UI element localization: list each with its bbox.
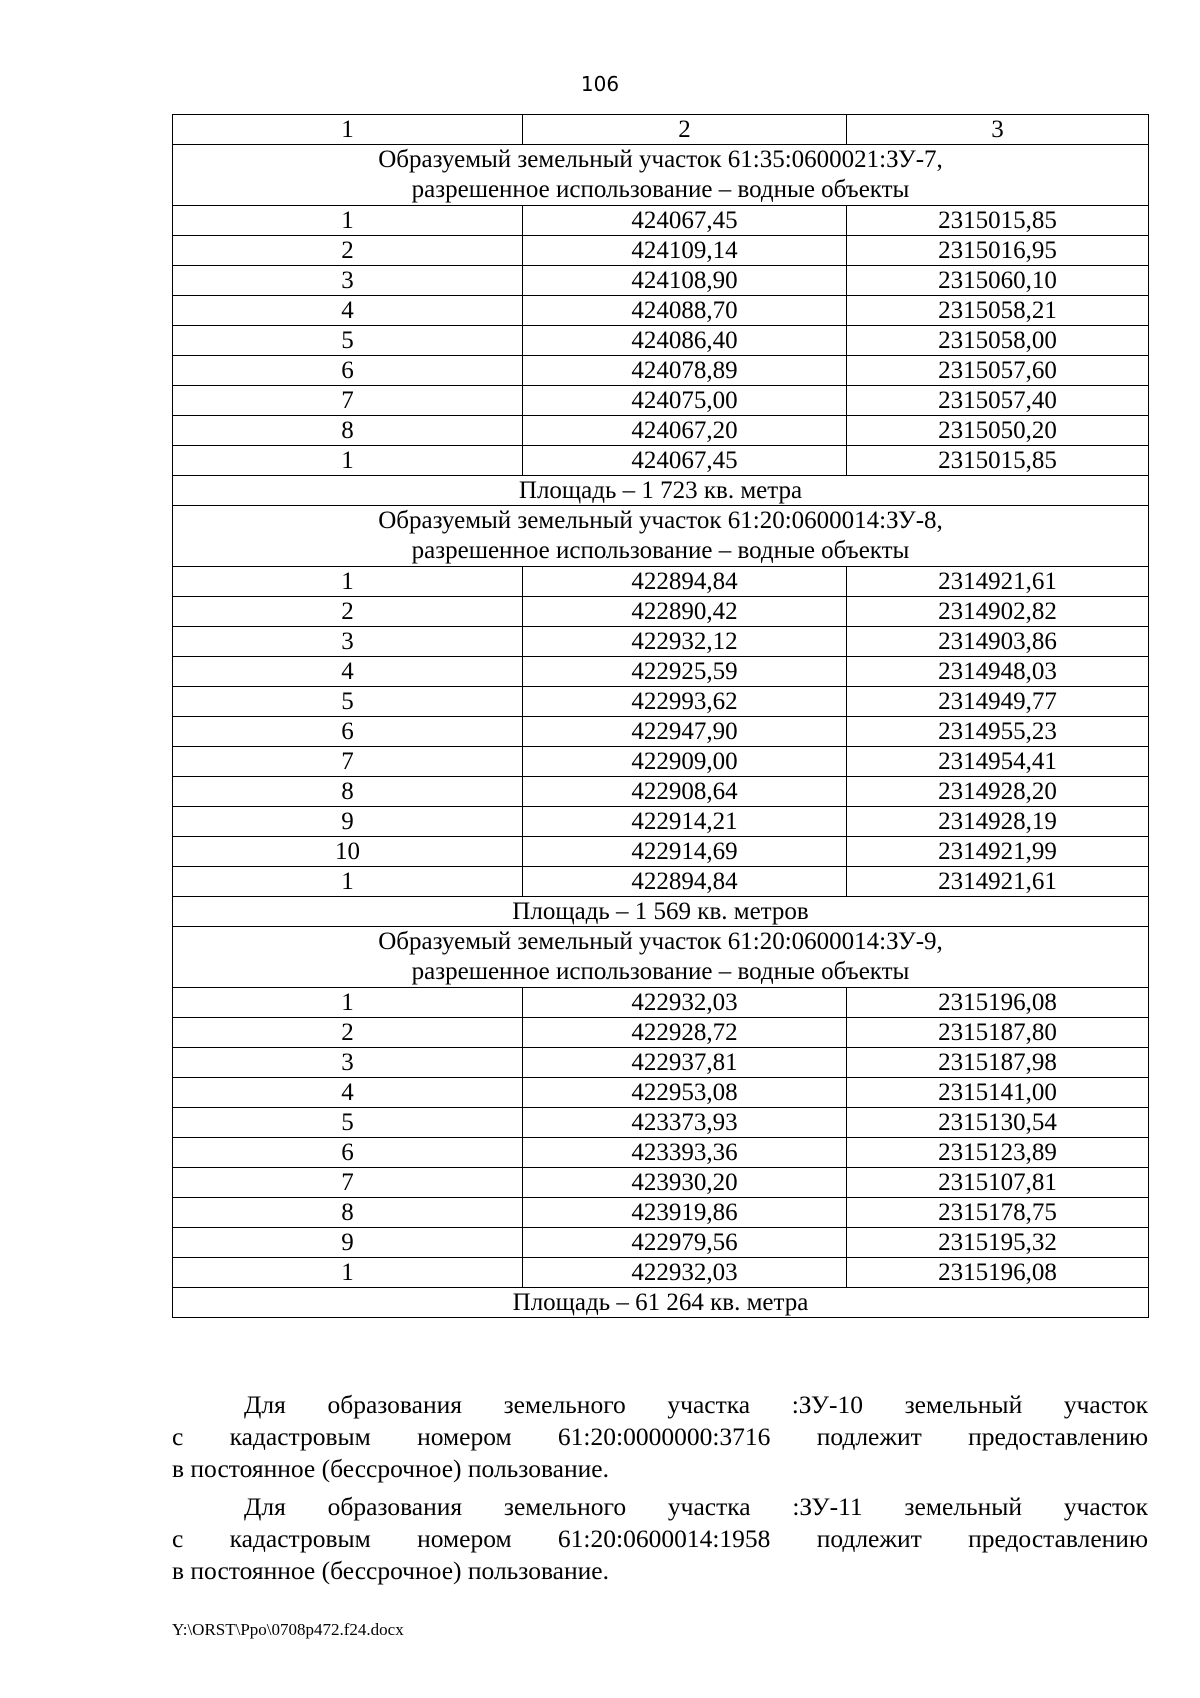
x-coordinate-cell: 422947,90: [523, 717, 847, 747]
y-coordinate-cell: 2315123,89: [847, 1138, 1149, 1168]
section-title: [173, 927, 1149, 988]
point-number-cell: 4: [173, 296, 523, 326]
y-coordinate-cell: 2314928,20: [847, 777, 1149, 807]
paragraph-zu-10: [172, 1389, 1148, 1485]
table-row: [173, 206, 1149, 236]
section-title-line2: разрешенное использование – водные объекты: [411, 537, 910, 564]
x-coordinate-cell: 422909,00: [523, 747, 847, 777]
footer-file-path: Y:\ORST\Ppo\0708p472.f24.docx: [172, 1620, 404, 1639]
x-coordinate-cell: 424067,45: [523, 446, 847, 476]
point-number-cell: 8: [173, 777, 523, 807]
y-coordinate-cell: 2314949,77: [847, 687, 1149, 717]
table-row: [173, 266, 1149, 296]
point-number-cell: 1: [173, 867, 523, 897]
point-number-cell: 4: [173, 1078, 523, 1108]
area-cell: Площадь – 1 569 кв. метров: [173, 897, 1149, 927]
y-coordinate-cell: 2315196,08: [847, 988, 1149, 1018]
x-coordinate-cell: 422937,81: [523, 1048, 847, 1078]
x-coordinate-cell: 424088,70: [523, 296, 847, 326]
y-coordinate-cell: 2315196,08: [847, 1258, 1149, 1288]
x-coordinate-cell: 422932,03: [523, 988, 847, 1018]
table-row: [173, 657, 1149, 687]
y-coordinate-cell: 2315058,21: [847, 296, 1149, 326]
x-coordinate-cell: 424109,14: [523, 236, 847, 266]
x-coordinate-cell: 423919,86: [523, 1198, 847, 1228]
section-title-row: [173, 927, 1149, 988]
point-number-cell: 3: [173, 266, 523, 296]
point-number-cell: 2: [173, 1018, 523, 1048]
x-coordinate-cell: 424067,20: [523, 416, 847, 446]
paragraph-line: [172, 1389, 1148, 1421]
point-number-cell: 1: [173, 567, 523, 597]
table-row: [173, 326, 1149, 356]
table-row: [173, 1138, 1149, 1168]
table-row: [173, 837, 1149, 867]
table-header-row: [173, 115, 1149, 145]
y-coordinate-cell: 2315141,00: [847, 1078, 1149, 1108]
table-row: [173, 386, 1149, 416]
paragraph-line-text: Для образования земельного участка :ЗУ-11 земельный участок: [244, 1492, 1148, 1521]
y-coordinate-cell: 2315015,85: [847, 206, 1149, 236]
coordinates-table: [172, 114, 1149, 1318]
table-row: [173, 1108, 1149, 1138]
point-number-cell: 7: [173, 386, 523, 416]
paragraph-line: в постоянное (бессрочное) пользование.: [172, 1556, 609, 1585]
y-coordinate-cell: 2315195,32: [847, 1228, 1149, 1258]
x-coordinate-cell: 423393,36: [523, 1138, 847, 1168]
paragraph-line: [172, 1491, 1148, 1523]
table-row: [173, 296, 1149, 326]
point-number-cell: 8: [173, 1198, 523, 1228]
point-number-cell: 9: [173, 1228, 523, 1258]
x-coordinate-cell: 422932,12: [523, 627, 847, 657]
point-number-cell: 2: [173, 597, 523, 627]
x-coordinate-cell: 422908,64: [523, 777, 847, 807]
x-coordinate-cell: 424086,40: [523, 326, 847, 356]
point-number-cell: 1: [173, 446, 523, 476]
point-number-cell: 5: [173, 687, 523, 717]
y-coordinate-cell: 2315058,00: [847, 326, 1149, 356]
table-row: [173, 988, 1149, 1018]
point-number-cell: 1: [173, 1258, 523, 1288]
section-title-row: [173, 145, 1149, 206]
x-coordinate-cell: 422894,84: [523, 867, 847, 897]
table-row: [173, 777, 1149, 807]
table-row: [173, 236, 1149, 266]
x-coordinate-cell: 424108,90: [523, 266, 847, 296]
x-coordinate-cell: 422993,62: [523, 687, 847, 717]
y-coordinate-cell: 2314903,86: [847, 627, 1149, 657]
paragraph-line: с кадастровым номером 61:20:0000000:3716 подлежит предоставлению: [172, 1422, 1148, 1451]
section-title-row: [173, 506, 1149, 567]
x-coordinate-cell: 424075,00: [523, 386, 847, 416]
area-cell: Площадь – 1 723 кв. метра: [173, 476, 1149, 506]
paragraph-line: в постоянное (бессрочное) пользование.: [172, 1454, 609, 1483]
paragraph-line: с кадастровым номером 61:20:0600014:1958 подлежит предоставлению: [172, 1524, 1148, 1553]
x-coordinate-cell: 423373,93: [523, 1108, 847, 1138]
x-coordinate-cell: 422894,84: [523, 567, 847, 597]
table-row: [173, 1228, 1149, 1258]
x-coordinate-cell: 424078,89: [523, 356, 847, 386]
section-title-line2: разрешенное использование – водные объекты: [411, 176, 910, 203]
point-number-cell: 2: [173, 236, 523, 266]
table-row: [173, 867, 1149, 897]
y-coordinate-cell: 2314954,41: [847, 747, 1149, 777]
point-number-cell: 6: [173, 1138, 523, 1168]
point-number-cell: 1: [173, 206, 523, 236]
table-row: [173, 1078, 1149, 1108]
section-title-line2: разрешенное использование – водные объекты: [411, 958, 910, 985]
table-row: [173, 1258, 1149, 1288]
y-coordinate-cell: 2315057,40: [847, 386, 1149, 416]
y-coordinate-cell: 2315050,20: [847, 416, 1149, 446]
x-coordinate-cell: 422914,21: [523, 807, 847, 837]
y-coordinate-cell: 2315057,60: [847, 356, 1149, 386]
point-number-cell: 6: [173, 717, 523, 747]
x-coordinate-cell: 422932,03: [523, 1258, 847, 1288]
paragraph-zu-11: [172, 1491, 1148, 1587]
y-coordinate-cell: 2315187,98: [847, 1048, 1149, 1078]
point-number-cell: 3: [173, 1048, 523, 1078]
page-number: 106: [580, 72, 620, 96]
point-number-cell: 7: [173, 1168, 523, 1198]
table-row: [173, 627, 1149, 657]
table-row: [173, 717, 1149, 747]
x-coordinate-cell: 422953,08: [523, 1078, 847, 1108]
x-coordinate-cell: 422928,72: [523, 1018, 847, 1048]
table-row: [173, 356, 1149, 386]
area-cell: Площадь – 61 264 кв. метра: [173, 1288, 1149, 1318]
x-coordinate-cell: 422914,69: [523, 837, 847, 867]
y-coordinate-cell: 2314928,19: [847, 807, 1149, 837]
section-title-line1: Образуемый земельный участок 61:20:0600014:ЗУ-9,: [378, 928, 943, 955]
x-coordinate-cell: 422925,59: [523, 657, 847, 687]
table-row: [173, 416, 1149, 446]
area-row: [173, 476, 1149, 506]
section-title: [173, 145, 1149, 206]
y-coordinate-cell: 2315107,81: [847, 1168, 1149, 1198]
y-coordinate-cell: 2315016,95: [847, 236, 1149, 266]
y-coordinate-cell: 2314948,03: [847, 657, 1149, 687]
table-row: [173, 747, 1149, 777]
y-coordinate-cell: 2314921,61: [847, 867, 1149, 897]
point-number-cell: 1: [173, 988, 523, 1018]
coordinates-table-body: [173, 115, 1149, 1318]
point-number-cell: 4: [173, 657, 523, 687]
y-coordinate-cell: 2314921,99: [847, 837, 1149, 867]
x-coordinate-cell: 422979,56: [523, 1228, 847, 1258]
point-number-cell: 5: [173, 1108, 523, 1138]
area-row: [173, 897, 1149, 927]
section-title-line1: Образуемый земельный участок 61:20:0600014:ЗУ-8,: [378, 507, 943, 534]
y-coordinate-cell: 2315130,54: [847, 1108, 1149, 1138]
y-coordinate-cell: 2315187,80: [847, 1018, 1149, 1048]
table-row: [173, 1168, 1149, 1198]
table-row: [173, 567, 1149, 597]
body-text: [172, 1389, 1148, 1593]
paragraph-line-text: Для образования земельного участка :ЗУ-10 земельный участок: [244, 1390, 1148, 1419]
point-number-cell: 10: [173, 837, 523, 867]
table-row: [173, 1198, 1149, 1228]
y-coordinate-cell: 2314955,23: [847, 717, 1149, 747]
point-number-cell: 9: [173, 807, 523, 837]
y-coordinate-cell: 2315060,10: [847, 266, 1149, 296]
section-title: [173, 506, 1149, 567]
y-coordinate-cell: 2315015,85: [847, 446, 1149, 476]
point-number-cell: 3: [173, 627, 523, 657]
y-coordinate-cell: 2315178,75: [847, 1198, 1149, 1228]
x-coordinate-cell: 423930,20: [523, 1168, 847, 1198]
x-coordinate-cell: 424067,45: [523, 206, 847, 236]
column-header-2: 2: [523, 115, 847, 145]
table-row: [173, 1048, 1149, 1078]
table-row: [173, 597, 1149, 627]
area-row: [173, 1288, 1149, 1318]
table-row: [173, 446, 1149, 476]
x-coordinate-cell: 422890,42: [523, 597, 847, 627]
table-row: [173, 1018, 1149, 1048]
point-number-cell: 7: [173, 747, 523, 777]
point-number-cell: 8: [173, 416, 523, 446]
point-number-cell: 6: [173, 356, 523, 386]
column-header-1: 1: [173, 115, 523, 145]
y-coordinate-cell: 2314921,61: [847, 567, 1149, 597]
y-coordinate-cell: 2314902,82: [847, 597, 1149, 627]
column-header-3: 3: [847, 115, 1149, 145]
table-row: [173, 687, 1149, 717]
section-title-line1: Образуемый земельный участок 61:35:0600021:ЗУ-7,: [378, 146, 943, 173]
table-row: [173, 807, 1149, 837]
point-number-cell: 5: [173, 326, 523, 356]
